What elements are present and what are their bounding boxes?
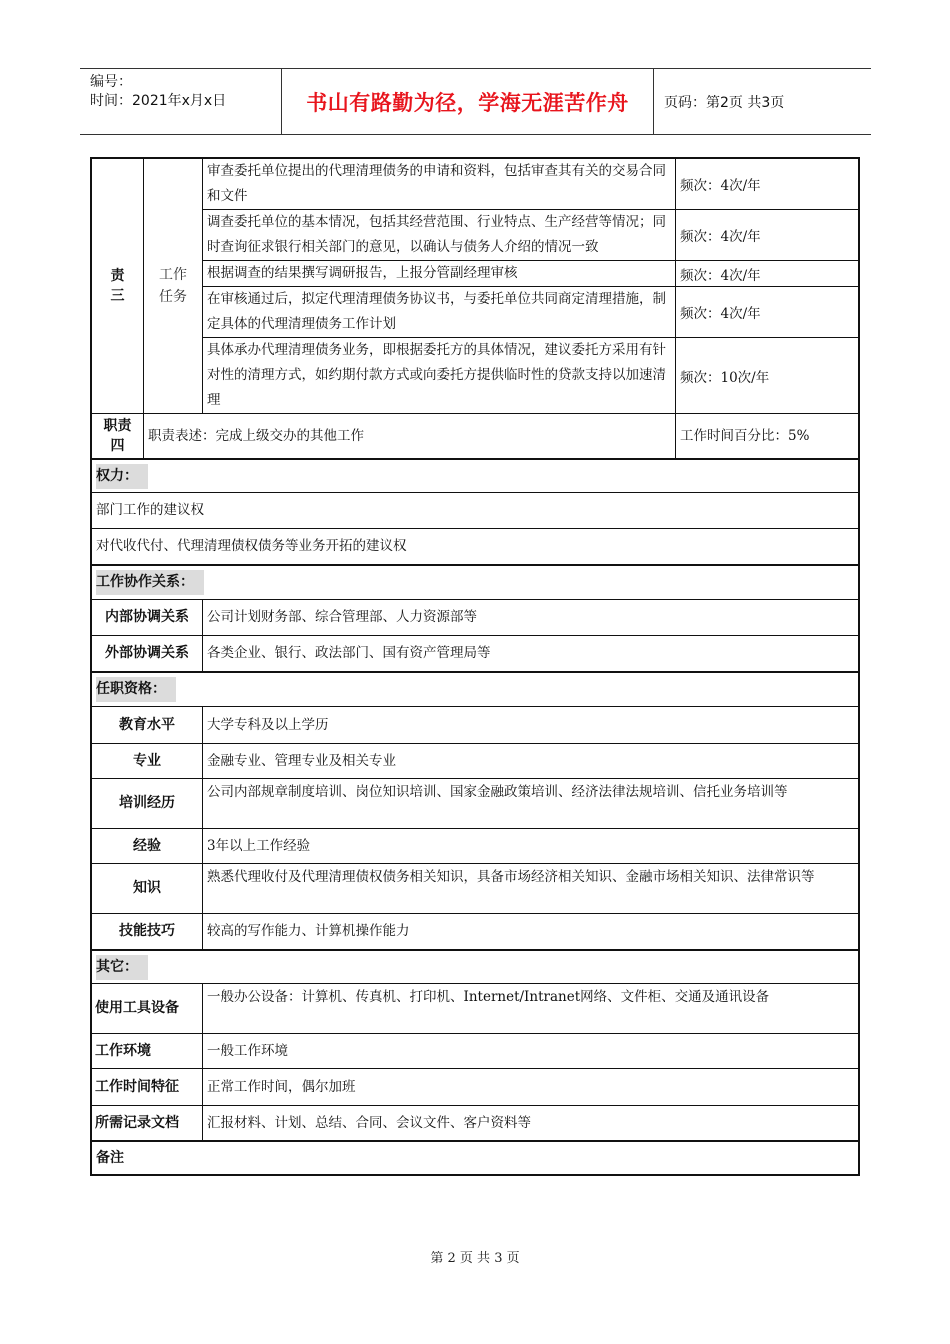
authority-item <box>92 528 858 564</box>
page-footer: 第 2 页 共 3 页 <box>430 1251 520 1266</box>
qualification-row <box>92 706 858 743</box>
responsibility-3-block <box>92 159 858 413</box>
page-header <box>80 68 871 135</box>
qualification-row <box>92 778 858 828</box>
qualification-title: 任职资格： <box>92 673 180 706</box>
cooperation-row <box>92 635 858 671</box>
qualification-row <box>92 743 858 778</box>
cooperation-value: 公司计划财务部、综合管理部、人力资源部等 <box>207 609 477 625</box>
task-description: 审查委托单位提出的代理清理债务的申请和资料，包括审查其有关的交易合同和文件 <box>203 159 676 209</box>
other-label: 使用工具设备 <box>92 984 203 1033</box>
task-row <box>203 337 858 413</box>
task-row <box>203 159 858 209</box>
authority-text: 对代收代付、代理清理债权债务等业务开拓的建议权 <box>96 538 407 554</box>
cooperation-title: 工作协作关系： <box>92 566 208 599</box>
responsibility-4-row <box>92 413 858 458</box>
remarks-section-header <box>92 1140 858 1174</box>
cooperation-label: 外部协调关系 <box>92 636 203 671</box>
other-label: 工作环境 <box>92 1034 203 1068</box>
qualification-label: 专业 <box>92 744 203 778</box>
task-list <box>203 159 858 413</box>
authority-title: 权力： <box>92 460 152 492</box>
header-page-info: 页码：第2页 共3页 <box>664 94 785 111</box>
cooperation-section-header <box>92 564 858 599</box>
task-frequency: 频次：10次/年 <box>680 369 770 386</box>
header-motto: 书山有路勤为径，学海无涯苦作舟 <box>282 69 654 134</box>
qualification-row <box>92 913 858 949</box>
job-description-table <box>90 157 860 1176</box>
header-meta <box>80 69 282 134</box>
qualification-label: 技能技巧 <box>92 914 203 949</box>
other-row <box>92 983 858 1033</box>
task-frequency: 频次：4次/年 <box>680 178 761 194</box>
authority-item <box>92 492 858 528</box>
qualification-value: 公司内部规章制度培训、岗位知识培训、国家金融政策培训、经济法律法规培训、信托业务培训等 <box>207 784 788 800</box>
other-title: 其它： <box>92 951 152 983</box>
remarks-title: 备注 <box>96 1149 124 1166</box>
task-row <box>203 209 858 260</box>
authority-section-header <box>92 458 858 492</box>
task-frequency: 频次：4次/年 <box>680 229 761 245</box>
task-row <box>203 260 858 286</box>
task-description: 具体承办代理清理债务业务，即根据委托方的具体情况，建议委托方采用有针对性的清理方式，如约期付款方式或向委托方提供临时性的贷款支持以加速清理 <box>203 338 676 413</box>
task-frequency: 频次：4次/年 <box>680 306 761 322</box>
other-value: 正常工作时间，偶尔加班 <box>207 1078 356 1095</box>
responsibility-4-label: 职责 四 <box>92 414 144 458</box>
work-task-label: 工作 任务 <box>144 159 203 413</box>
date-label: 时间：2021年x月x日 <box>90 93 227 109</box>
task-description: 调查委托单位的基本情况，包括其经营范围、行业特点、生产经营等情况；同时查询征求银行相关部门的意见，以确认与债务人介绍的情况一致 <box>203 210 676 260</box>
cooperation-label: 内部协调关系 <box>92 600 203 635</box>
responsibility-4-percent: 工作时间百分比：5% <box>680 427 810 444</box>
other-label: 工作时间特征 <box>92 1069 203 1105</box>
task-row <box>203 286 858 337</box>
qualification-label: 知识 <box>92 864 203 913</box>
number-label: 编号： <box>90 74 132 90</box>
other-row <box>92 1033 858 1068</box>
other-value: 一般工作环境 <box>207 1042 288 1059</box>
other-value: 汇报材料、计划、总结、合同、会议文件、客户资料等 <box>207 1114 531 1131</box>
qualification-label: 培训经历 <box>92 779 203 828</box>
qualification-value: 金融专业、管理专业及相关专业 <box>207 752 396 769</box>
responsibility-3-label: 责 三 <box>92 159 144 413</box>
responsibility-4-desc: 职责表述：完成上级交办的其他工作 <box>144 414 676 458</box>
task-description: 根据调查的结果撰写调研报告，上报分管副经理审核 <box>203 261 676 286</box>
other-row <box>92 1068 858 1105</box>
cooperation-value: 各类企业、银行、政法部门、国有资产管理局等 <box>207 645 491 661</box>
task-description: 在审核通过后，拟定代理清理债务协议书，与委托单位共同商定清理措施，制定具体的代理清理债务工作计划 <box>203 287 676 337</box>
qualification-label: 教育水平 <box>92 707 203 743</box>
other-label: 所需记录文档 <box>92 1106 203 1140</box>
qualification-row <box>92 863 858 913</box>
authority-text: 部门工作的建议权 <box>96 502 204 518</box>
task-frequency: 频次：4次/年 <box>680 267 761 284</box>
qualification-value: 3年以上工作经验 <box>207 837 311 854</box>
other-row <box>92 1105 858 1140</box>
cooperation-row <box>92 599 858 635</box>
qualification-value: 大学专科及以上学历 <box>207 716 329 733</box>
other-value: 一般办公设备：计算机、传真机、打印机、Internet/Intranet网络、文件柜、交通及通讯设备 <box>207 989 770 1005</box>
qualification-value: 较高的写作能力、计算机操作能力 <box>207 923 410 939</box>
other-section-header <box>92 949 858 983</box>
qualification-label: 经验 <box>92 829 203 863</box>
qualification-value: 熟悉代理收付及代理清理债权债务相关知识，具备市场经济相关知识、金融市场相关知识、法律常识等 <box>207 869 815 885</box>
qualification-row <box>92 828 858 863</box>
qualification-section-header <box>92 671 858 706</box>
